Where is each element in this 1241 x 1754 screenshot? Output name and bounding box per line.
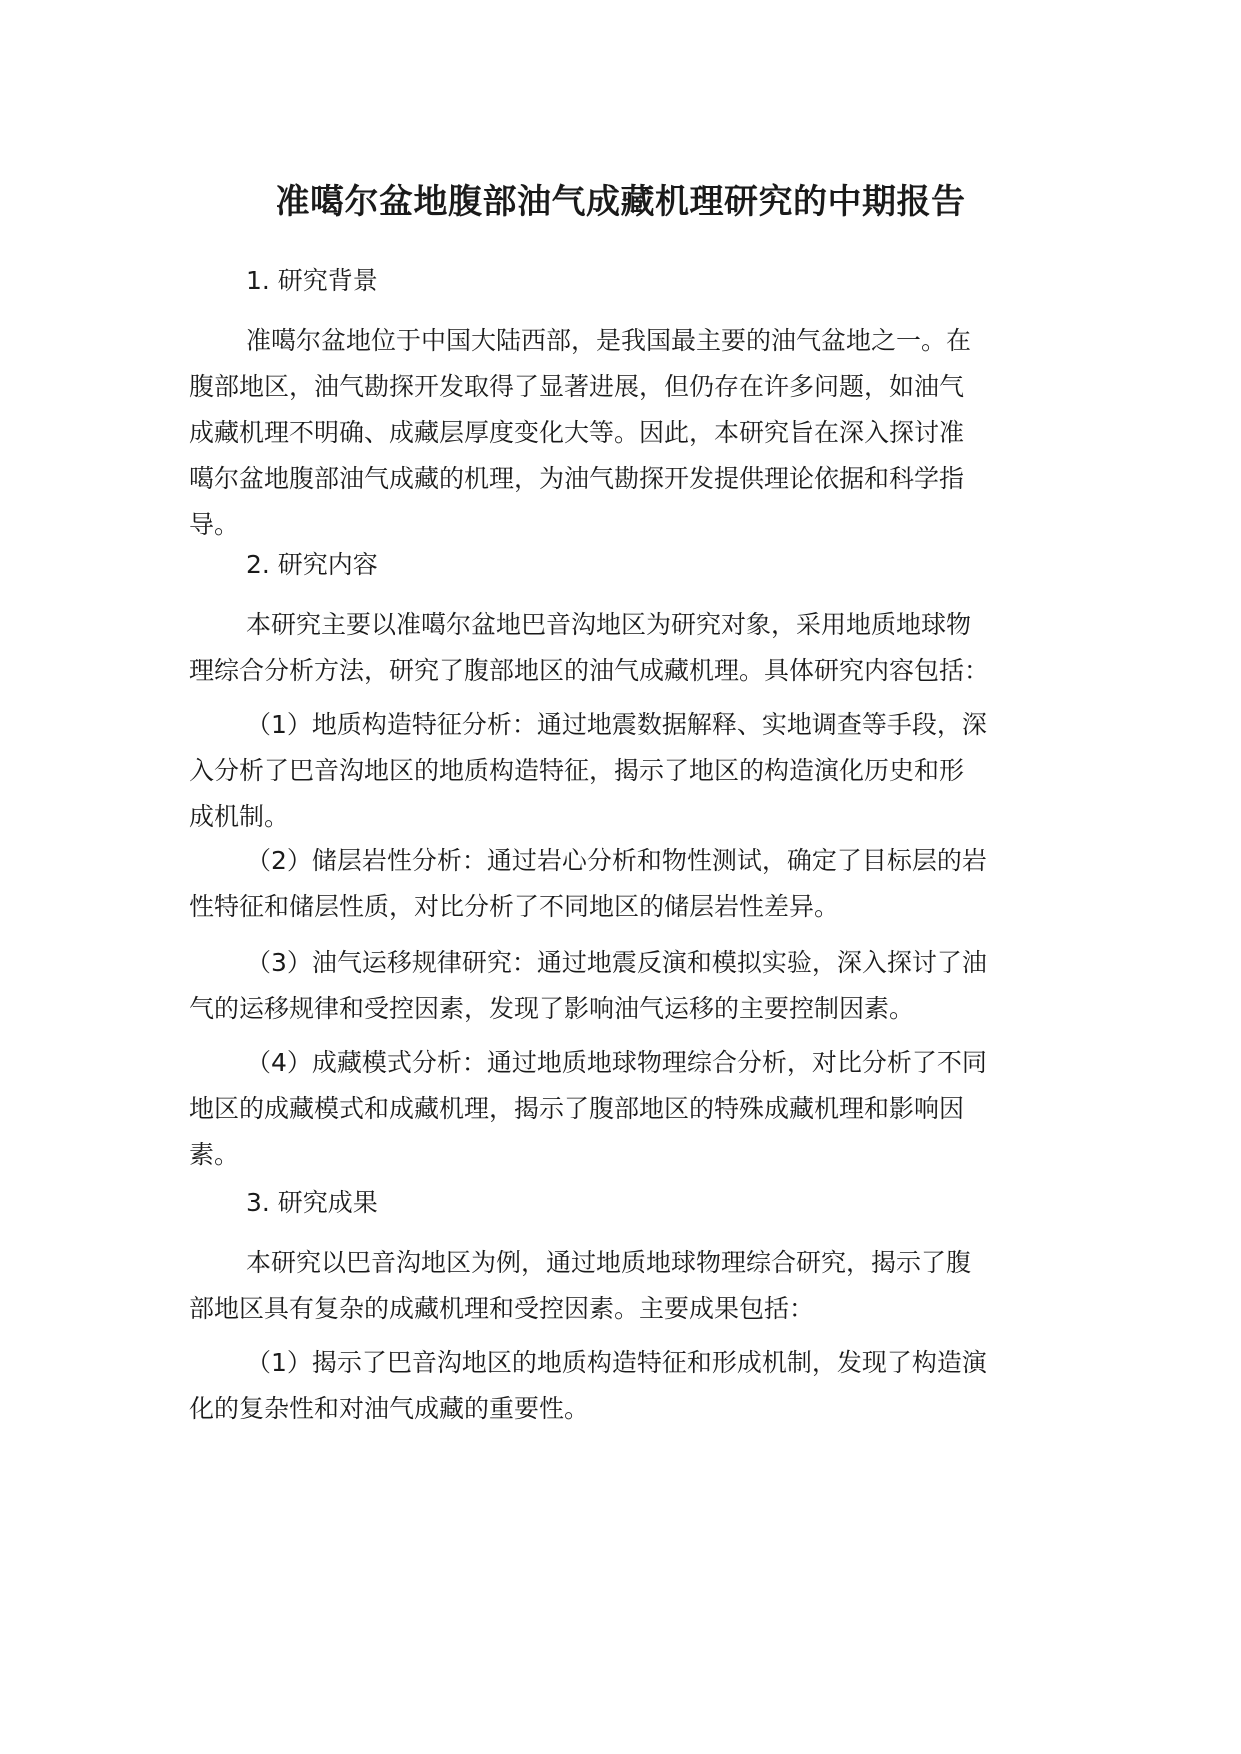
paragraph-content-item-2 xyxy=(189,838,1089,930)
paragraph-results-intro xyxy=(189,1240,1089,1332)
paragraph-content-item-4 xyxy=(189,1040,1089,1178)
paragraph-line: 腹部地区，油气勘探开发取得了显著进展，但仍存在许多问题，如油气 xyxy=(189,372,965,401)
paragraph-line: （1）地质构造特征分析：通过地震数据解释、实地调查等手段，深 xyxy=(246,710,987,739)
document-title: 准噶尔盆地腹部油气成藏机理研究的中期报告 xyxy=(275,182,966,222)
paragraph-line: （1）揭示了巴音沟地区的地质构造特征和形成机制，发现了构造演 xyxy=(246,1348,987,1377)
paragraph-line: 成机制。 xyxy=(189,802,290,831)
paragraph-line: 入分析了巴音沟地区的地质构造特征，揭示了地区的构造演化历史和形 xyxy=(189,756,965,785)
paragraph-results-item-1 xyxy=(189,1340,1089,1432)
paragraph-line: （3）油气运移规律研究：通过地震反演和模拟实验，深入探讨了油 xyxy=(246,948,987,977)
paragraph-line: 化的复杂性和对油气成藏的重要性。 xyxy=(189,1394,590,1423)
paragraph-line: 本研究主要以准噶尔盆地巴音沟地区为研究对象，采用地质地球物 xyxy=(246,610,972,639)
section-heading-content: 2. 研究内容 xyxy=(246,550,378,579)
paragraph-line: 准噶尔盆地位于中国大陆西部，是我国最主要的油气盆地之一。在 xyxy=(246,326,972,355)
paragraph-line: 素。 xyxy=(189,1140,240,1169)
paragraph-content-item-1 xyxy=(189,702,1089,840)
paragraph-line: 噶尔盆地腹部油气成藏的机理，为油气勘探开发提供理论依据和科学指 xyxy=(189,464,965,493)
paragraph-line: 部地区具有复杂的成藏机理和受控因素。主要成果包括： xyxy=(189,1294,815,1323)
paragraph-line: （2）储层岩性分析：通过岩心分析和物性测试，确定了目标层的岩 xyxy=(246,846,987,875)
paragraph-content-item-3 xyxy=(189,940,1089,1032)
paragraph-line: 气的运移规律和受控因素，发现了影响油气运移的主要控制因素。 xyxy=(189,994,915,1023)
paragraph-background xyxy=(189,318,1089,548)
paragraph-line: （4）成藏模式分析：通过地质地球物理综合分析，对比分析了不同 xyxy=(246,1048,987,1077)
paragraph-line: 性特征和储层性质，对比分析了不同地区的储层岩性差异。 xyxy=(189,892,840,921)
paragraph-line: 理综合分析方法，研究了腹部地区的油气成藏机理。具体研究内容包括： xyxy=(189,656,990,685)
section-heading-results: 3. 研究成果 xyxy=(246,1188,378,1217)
section-heading-background: 1. 研究背景 xyxy=(246,266,378,295)
paragraph-line: 导。 xyxy=(189,510,240,539)
paragraph-content-intro xyxy=(189,602,1089,694)
paragraph-line: 成藏机理不明确、成藏层厚度变化大等。因此，本研究旨在深入探讨准 xyxy=(189,418,965,447)
paragraph-line: 本研究以巴音沟地区为例，通过地质地球物理综合研究，揭示了腹 xyxy=(246,1248,972,1277)
paragraph-line: 地区的成藏模式和成藏机理，揭示了腹部地区的特殊成藏机理和影响因 xyxy=(189,1094,965,1123)
